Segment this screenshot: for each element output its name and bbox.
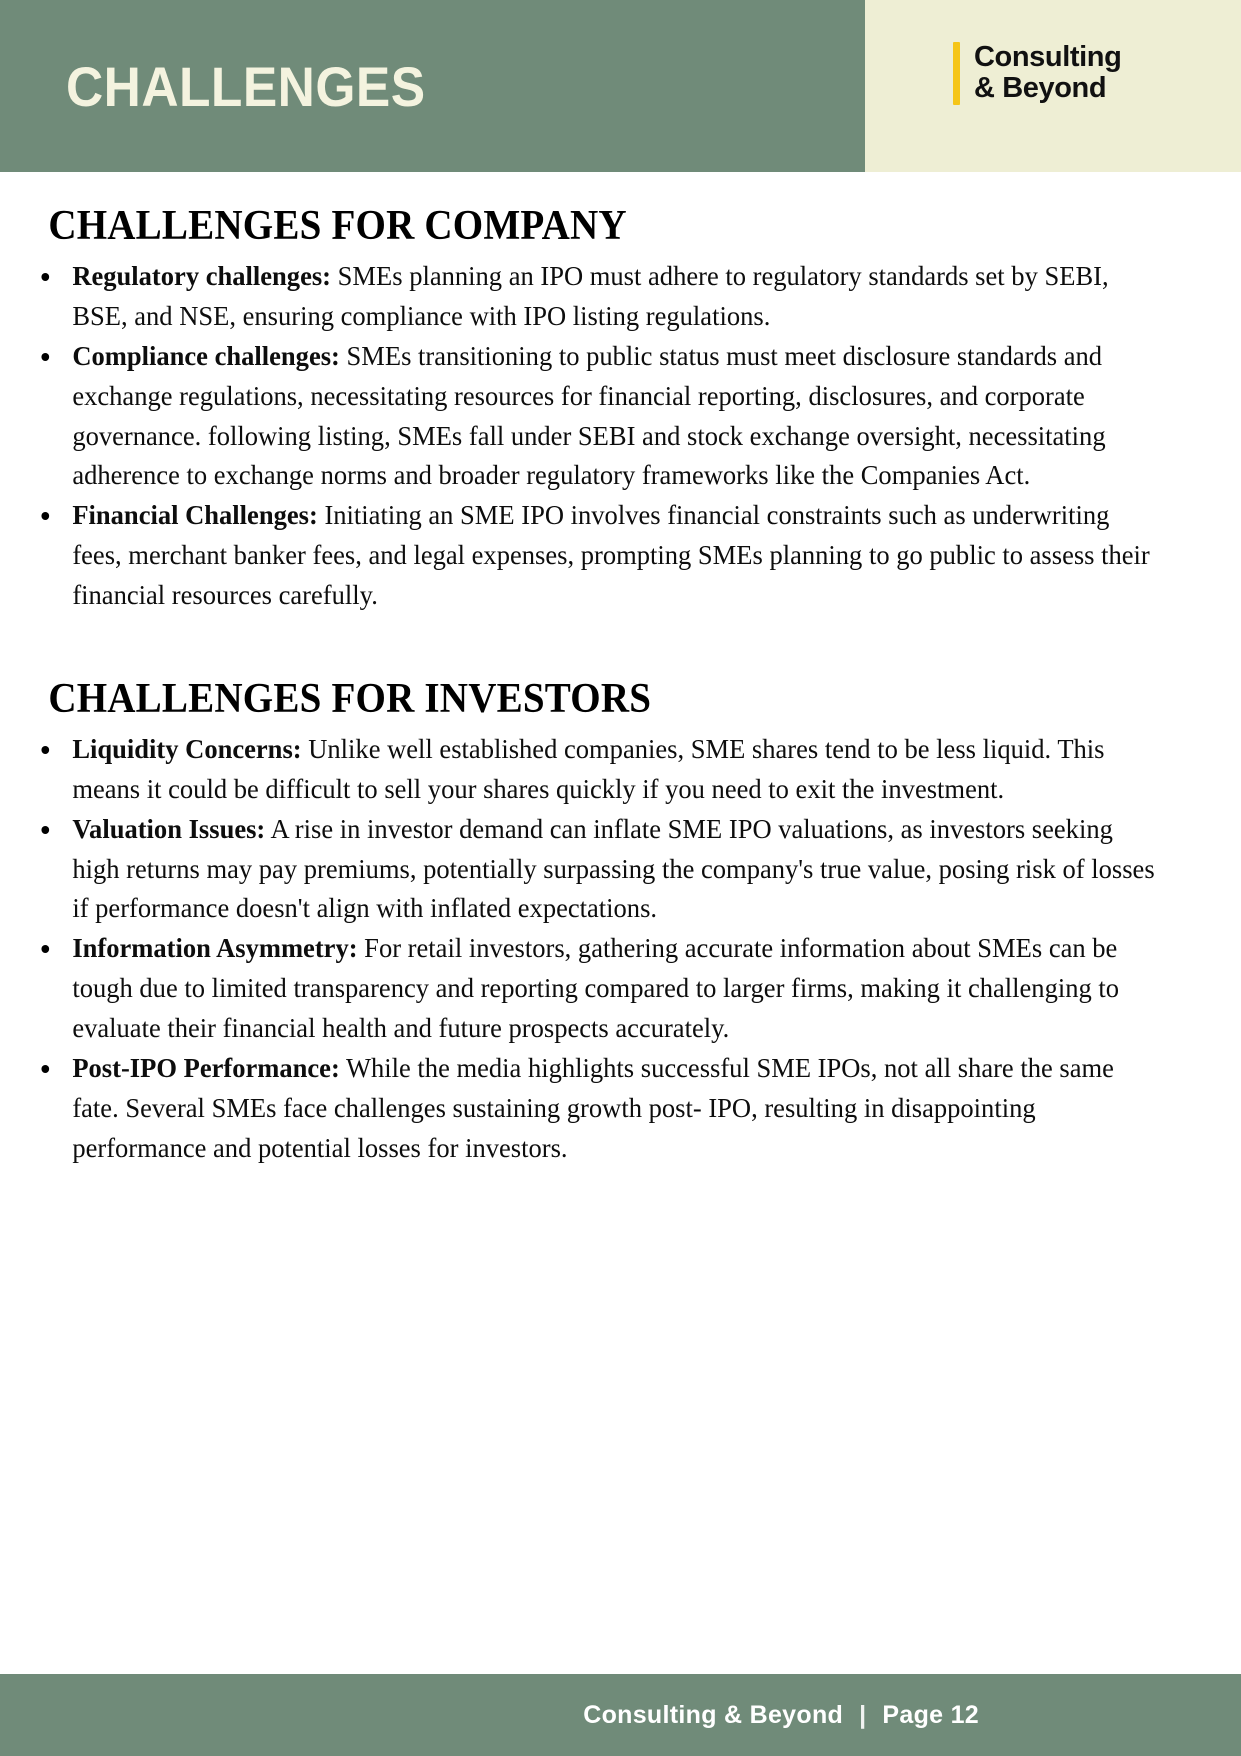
page-header	[0, 0, 1241, 172]
list-item-lead: Post-IPO Performance:	[72, 1051, 340, 1083]
list-item	[26, 729, 1160, 809]
list-item-text: Unlike well established companies, SME shares tend to be less liquid. This means it could be difficult to sell your shares quickly if you need to exit the investment.	[72, 732, 1105, 804]
list-item-text: A rise in investor demand can inflate SME IPO valuations, as investors seeking high returns may pay premiums, potentially surpassing the company's true value, posing risk of losses if performance doesn't align with inflated expectations.	[72, 812, 1155, 924]
page-title: CHALLENGES	[66, 54, 426, 118]
footer-content	[583, 1701, 979, 1730]
list-item-text: Initiating an SME IPO involves financial constraints such as underwriting fees, merchant banker fees, and legal expenses, prompting SMEs planning to go public to assess their financial resources carefully.	[72, 499, 1150, 610]
section-title: CHALLENGES FOR COMPANY	[48, 203, 627, 249]
section-challenges-for-investors	[0, 615, 1241, 1168]
list-item	[26, 1048, 1160, 1168]
page-content	[0, 172, 1241, 1168]
page-footer	[0, 1674, 1241, 1756]
logo-accent-bar	[953, 42, 960, 105]
section-title: CHALLENGES FOR INVESTORS	[48, 675, 652, 722]
list-item	[26, 928, 1160, 1048]
header-title-band	[0, 0, 865, 172]
list-item-lead: Liquidity Concerns:	[72, 732, 302, 764]
header-logo-panel	[865, 0, 1241, 172]
list-item-lead: Regulatory challenges:	[72, 260, 332, 291]
footer-brand: Consulting & Beyond	[583, 1700, 844, 1729]
list-item-text: While the media highlights successful SME IPOs, not all share the same fate. Several SMEs face challenges sustaining growth post- IPO, resulting in disappointing performance and potential losses for investors.	[72, 1051, 1114, 1163]
company-challenges-list	[26, 256, 1201, 615]
list-item-lead: Financial Challenges:	[72, 499, 318, 531]
list-item-lead: Valuation Issues:	[72, 812, 266, 844]
logo-line-1: Consulting Consulting	[974, 42, 1121, 73]
list-item-text: SMEs transitioning to public status must meet disclosure standards and exchange regulations, necessitating resources for financial reporting, disclosures, and corporate governance. following listing, SMEs fall under SEBI and stock exchange oversight, necessitating adherence to exchange norms and broader regulatory frameworks like the Companies Act.	[72, 339, 1106, 491]
footer-separator: |	[859, 1700, 867, 1729]
logo-line-2: & Beyond & Beyond	[974, 73, 1121, 104]
section-challenges-for-company	[0, 172, 1241, 615]
list-item	[26, 256, 1160, 336]
brand-logo	[953, 42, 1121, 105]
logo-text	[974, 42, 1121, 105]
list-item-lead: Compliance challenges:	[72, 339, 340, 371]
list-item-text: For retail investors, gathering accurate information about SMEs can be tough due to limited transparency and reporting compared to larger firms, making it challenging to evaluate their financial health and future prospects accurately.	[72, 932, 1120, 1043]
investor-challenges-list	[26, 729, 1201, 1168]
footer-page-number: Page 12	[882, 1700, 979, 1729]
list-item	[26, 336, 1160, 496]
list-item	[26, 809, 1160, 929]
list-item	[26, 495, 1160, 615]
list-item-lead: Information Asymmetry:	[72, 932, 358, 964]
list-item-text: SMEs planning an IPO must adhere to regulatory standards set by SEBI, BSE, and NSE, ensuring compliance with IPO listing regulations.	[72, 260, 1109, 331]
